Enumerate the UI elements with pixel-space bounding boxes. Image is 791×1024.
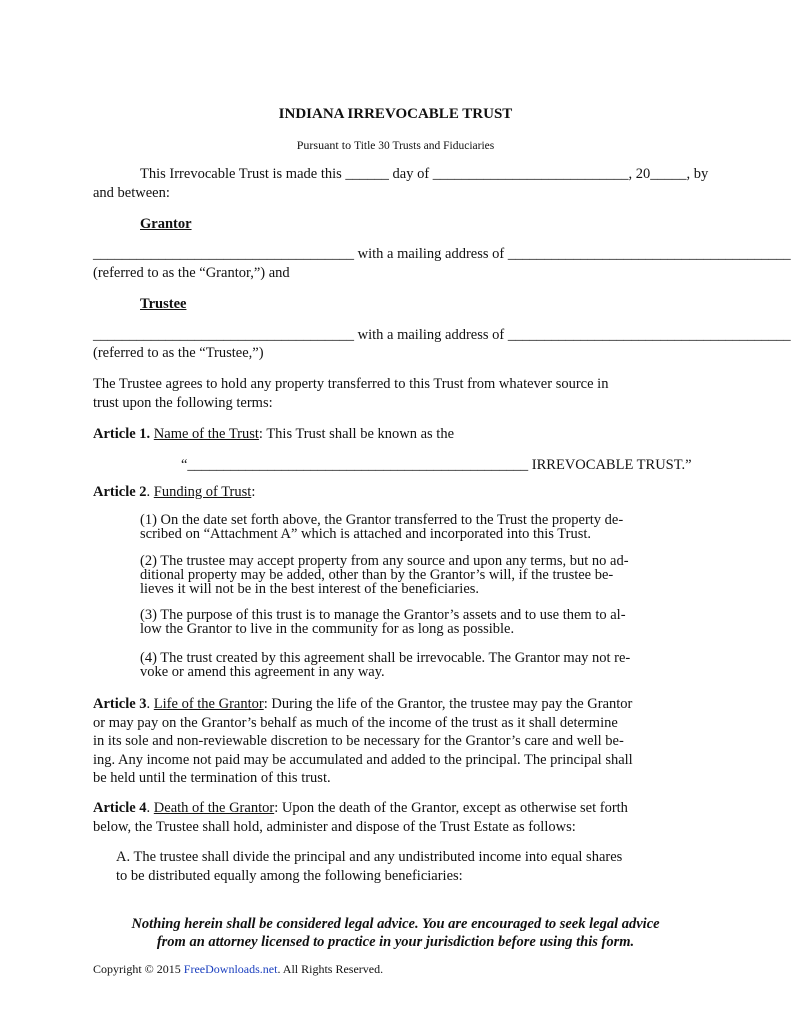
- freedownloads-link[interactable]: FreeDownloads.net: [183, 962, 278, 976]
- trustee-fill-line: ____________________________________ with a mailing address of _______________________________________: [93, 327, 791, 343]
- article-3-title: Life of the Grantor: [153, 696, 264, 712]
- article-4-item-a-line-2: to be distributed equally among the following beneficiaries:: [116, 868, 463, 884]
- document-title: INDIANA IRREVOCABLE TRUST: [278, 106, 513, 122]
- article-1: [93, 426, 454, 443]
- trustee-heading: Trustee: [140, 296, 187, 312]
- article-1-text: : This Trust shall be known as the: [258, 426, 455, 442]
- intro-line-1: This Irrevocable Trust is made this ______ day of ___________________________, 20_____, by: [140, 166, 709, 182]
- grantor-reference: (referred to as the “Grantor,”) and: [93, 265, 290, 281]
- intro-line-2: and between:: [93, 185, 170, 201]
- article-3: Article 3. Life of the Grantor: During the life of the Grantor, the trustee may pay the Grantor or may pay on the Grantor’s behalf as much of the income of the trust as it shall determine in its sole and non-reviewable discretion to be necessary for the Grantor’s care and well be- ing. Any income not paid may be accumulated and added to the principal. The principal shall be held until the termination of this trust.: [93, 696, 633, 786]
- subtitle-statute: Title 30 Trusts and Fiduciaries: [354, 140, 495, 152]
- article-2: Article 2. Funding of Trust:: [93, 484, 256, 500]
- article-3-label: Article 3: [93, 696, 147, 712]
- trustee-reference: (referred to as the “Trustee,”): [93, 345, 264, 361]
- document-subtitle: [0, 138, 791, 153]
- article-2-item-3: (3) The purpose of this trust is to manage the Grantor’s assets and to use them to al- low the Grantor to live in the community for as long as possible.: [140, 607, 626, 637]
- subtitle-lead: Pursuant to: [296, 138, 352, 152]
- article-2-item-4: (4) The trust created by this agreement shall be irrevocable. The Grantor may not re- voke or amend this agreement in any way.: [140, 650, 631, 680]
- article-2-title: Funding of Trust: [153, 484, 252, 500]
- legal-disclaimer: Nothing herein shall be considered legal advice. You are encouraged to seek legal advice from an attorney licensed to practice in your jurisdiction before using this form.: [131, 916, 660, 950]
- grantor-fill-line: ____________________________________ with a mailing address of _______________________________________: [93, 246, 791, 262]
- agreement-line-2: trust upon the following terms:: [93, 395, 273, 411]
- article-1-label: Article 1.: [93, 426, 151, 442]
- article-2-item-2: (2) The trustee may accept property from any source and upon any terms, but no ad- ditional property may be added, other than by the Grantor’s will, if the trustee be- lieves it will not be in the best interest of the beneficiaries.: [140, 553, 629, 597]
- article-4-item-a-line-1: A. The trustee shall divide the principal and any undistributed income into equal shares: [116, 849, 623, 865]
- agreement-line-1: The Trustee agrees to hold any property transferred to this Trust from whatever source in: [93, 376, 609, 392]
- grantor-heading: Grantor: [140, 216, 192, 232]
- article-2-label: Article 2: [93, 484, 147, 500]
- article-1-title: Name of the Trust: [153, 426, 259, 442]
- article-4: Article 4. Death of the Grantor: Upon the death of the Grantor, except as otherwise set forth below, the Trustee shall hold, administer and dispose of the Trust Estate as follows:: [93, 800, 628, 835]
- article-4-label: Article 4: [93, 800, 147, 816]
- copyright-notice: Copyright © 2015 FreeDownloads.net. All Rights Reserved.: [93, 962, 384, 976]
- article-4-title: Death of the Grantor: [153, 800, 275, 816]
- trust-name-line: “_______________________________________________ IRREVOCABLE TRUST.”: [181, 457, 692, 473]
- article-2-item-1: (1) On the date set forth above, the Grantor transferred to the Trust the property de- scribed on “Attachment A” which is attached and incorporated into this Trust.: [140, 512, 624, 542]
